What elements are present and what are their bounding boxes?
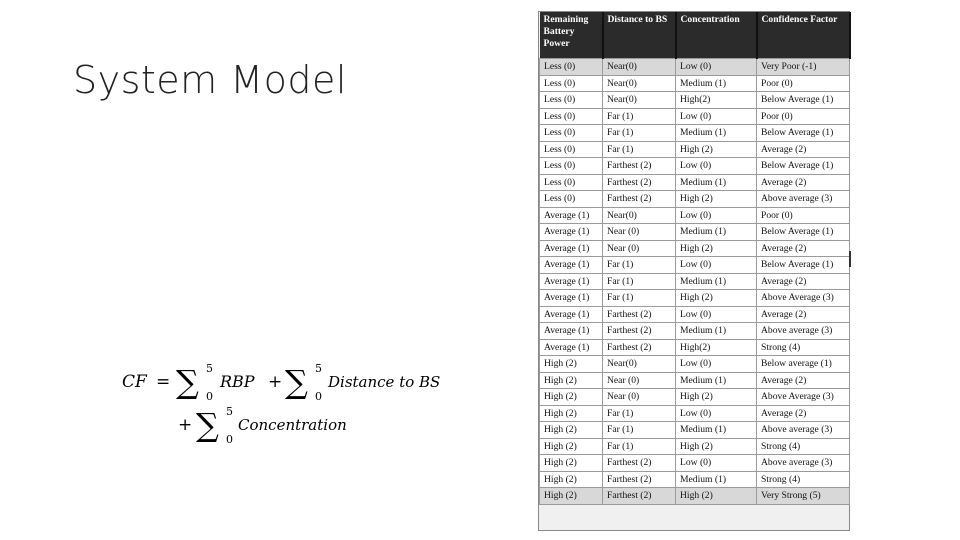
cell-distance: Near(0) — [603, 59, 676, 76]
cell-concentration: High (2) — [676, 191, 757, 208]
table-row — [540, 389, 850, 406]
cell-concentration: Low (0) — [676, 108, 757, 125]
formula-term-concentration: Concentration — [238, 416, 347, 434]
table-row — [540, 240, 850, 257]
cell-concentration: Medium (1) — [676, 273, 757, 290]
table-row — [540, 191, 850, 208]
formula-equals: = — [156, 372, 171, 392]
cell-distance: Near (0) — [603, 224, 676, 241]
cell-confidence: Strong (4) — [757, 438, 850, 455]
cell-concentration: Medium (1) — [676, 75, 757, 92]
cell-distance: Near(0) — [603, 356, 676, 373]
cell-confidence: Above average (3) — [757, 455, 850, 472]
cell-confidence: Average (2) — [757, 174, 850, 191]
cell-confidence: Strong (4) — [757, 471, 850, 488]
cell-battery: Average (1) — [540, 224, 603, 241]
table-row — [540, 273, 850, 290]
table-row — [540, 405, 850, 422]
cell-confidence: Poor (0) — [757, 108, 850, 125]
sum-lower-limit: 0 — [315, 390, 322, 403]
cell-concentration: High(2) — [676, 92, 757, 109]
cell-battery: Average (1) — [540, 323, 603, 340]
cell-battery: Less (0) — [540, 158, 603, 175]
cell-confidence: Strong (4) — [757, 339, 850, 356]
cell-concentration: Medium (1) — [676, 125, 757, 142]
confidence-factor-table — [538, 11, 850, 531]
cell-distance: Farthest (2) — [603, 306, 676, 323]
cell-concentration: Low (0) — [676, 59, 757, 76]
table-header-row — [540, 12, 850, 59]
table-row — [540, 339, 850, 356]
cell-battery: High (2) — [540, 372, 603, 389]
cell-distance: Far (1) — [603, 422, 676, 439]
cell-distance: Far (1) — [603, 257, 676, 274]
cell-distance: Near(0) — [603, 75, 676, 92]
cell-distance: Far (1) — [603, 438, 676, 455]
table-row — [540, 323, 850, 340]
cell-battery: Less (0) — [540, 59, 603, 76]
cell-confidence: Above Average (3) — [757, 290, 850, 307]
cell-battery: Less (0) — [540, 75, 603, 92]
table-row — [540, 59, 850, 76]
table-row — [540, 92, 850, 109]
header-remaining-battery-power: Remaining Battery Power — [540, 12, 603, 59]
header-distance-to-bs: Distance to BS — [603, 12, 676, 59]
table-row — [540, 422, 850, 439]
cell-distance: Far (1) — [603, 290, 676, 307]
cell-battery: High (2) — [540, 471, 603, 488]
cell-confidence: Below average (1) — [757, 356, 850, 373]
cell-battery: Average (1) — [540, 290, 603, 307]
table-row — [540, 471, 850, 488]
sum-symbol-icon: ∑ — [196, 406, 219, 444]
cell-concentration: Low (0) — [676, 257, 757, 274]
cell-concentration: Low (0) — [676, 455, 757, 472]
header-concentration: Concentration — [676, 12, 757, 59]
cell-confidence: Very Strong (5) — [757, 488, 850, 505]
cell-concentration: High (2) — [676, 240, 757, 257]
sum-upper-limit: 5 — [206, 362, 213, 375]
cell-confidence: Average (2) — [757, 273, 850, 290]
cell-distance: Farthest (2) — [603, 488, 676, 505]
cell-battery: Average (1) — [540, 240, 603, 257]
cell-confidence: Poor (0) — [757, 75, 850, 92]
cell-confidence: Below Average (1) — [757, 125, 850, 142]
cell-distance: Farthest (2) — [603, 323, 676, 340]
cell-distance: Near (0) — [603, 389, 676, 406]
cell-concentration: Low (0) — [676, 405, 757, 422]
cell-battery: Less (0) — [540, 141, 603, 158]
cell-battery: Less (0) — [540, 191, 603, 208]
cell-confidence: Above average (3) — [757, 323, 850, 340]
cell-distance: Farthest (2) — [603, 158, 676, 175]
cell-concentration: High (2) — [676, 290, 757, 307]
cell-concentration: High(2) — [676, 339, 757, 356]
slide-title: System Model — [73, 58, 347, 102]
cell-concentration: High (2) — [676, 438, 757, 455]
cell-confidence: Above average (3) — [757, 422, 850, 439]
cell-distance: Farthest (2) — [603, 455, 676, 472]
table-row — [540, 158, 850, 175]
cell-battery: High (2) — [540, 389, 603, 406]
cell-concentration: Medium (1) — [676, 372, 757, 389]
cell-battery: Less (0) — [540, 174, 603, 191]
cell-distance: Far (1) — [603, 108, 676, 125]
cell-battery: Average (1) — [540, 339, 603, 356]
cell-battery: High (2) — [540, 455, 603, 472]
cell-battery: Average (1) — [540, 306, 603, 323]
cell-distance: Farthest (2) — [603, 191, 676, 208]
sum-symbol-icon: ∑ — [285, 363, 308, 401]
cell-concentration: Low (0) — [676, 207, 757, 224]
cell-distance: Near (0) — [603, 372, 676, 389]
cell-distance: Near (0) — [603, 240, 676, 257]
cell-confidence: Very Poor (-1) — [757, 59, 850, 76]
sum-lower-limit: 0 — [226, 433, 233, 446]
formula-plus: + — [178, 415, 193, 435]
cell-battery: Less (0) — [540, 125, 603, 142]
cell-confidence: Above average (3) — [757, 191, 850, 208]
cell-battery: Average (1) — [540, 257, 603, 274]
table-row — [540, 372, 850, 389]
cell-confidence: Average (2) — [757, 240, 850, 257]
formula-lhs: CF — [122, 372, 147, 392]
cell-concentration: Medium (1) — [676, 323, 757, 340]
cell-battery: Average (1) — [540, 273, 603, 290]
sum-upper-limit: 5 — [315, 362, 322, 375]
table-row — [540, 174, 850, 191]
cell-concentration: High (2) — [676, 141, 757, 158]
cell-concentration: Medium (1) — [676, 471, 757, 488]
cell-concentration: Medium (1) — [676, 224, 757, 241]
cell-concentration: Low (0) — [676, 306, 757, 323]
table-row — [540, 257, 850, 274]
sum-lower-limit: 0 — [206, 390, 213, 403]
cell-concentration: Low (0) — [676, 356, 757, 373]
cell-distance: Farthest (2) — [603, 339, 676, 356]
cell-distance: Far (1) — [603, 125, 676, 142]
edge-marker — [849, 251, 851, 267]
formula-term-rbp: RBP — [220, 372, 255, 391]
cell-confidence: Below Average (1) — [757, 158, 850, 175]
cell-distance: Near(0) — [603, 207, 676, 224]
cell-battery: High (2) — [540, 488, 603, 505]
cell-distance: Far (1) — [603, 405, 676, 422]
table-row — [540, 108, 850, 125]
cell-battery: High (2) — [540, 422, 603, 439]
cell-confidence: Below Average (1) — [757, 257, 850, 274]
cell-confidence: Poor (0) — [757, 207, 850, 224]
cell-distance: Farthest (2) — [603, 471, 676, 488]
table-row — [540, 290, 850, 307]
table-row — [540, 141, 850, 158]
confidence-factor-formula — [120, 360, 480, 450]
cell-confidence: Average (2) — [757, 141, 850, 158]
cell-battery: Less (0) — [540, 92, 603, 109]
table-body — [540, 59, 850, 505]
table-row — [540, 455, 850, 472]
cell-concentration: Medium (1) — [676, 174, 757, 191]
sum-symbol-icon: ∑ — [176, 363, 199, 401]
rules-table — [539, 12, 851, 505]
cell-concentration: Medium (1) — [676, 422, 757, 439]
table-row — [540, 207, 850, 224]
cell-distance: Far (1) — [603, 273, 676, 290]
table-row — [540, 75, 850, 92]
cell-confidence: Average (2) — [757, 372, 850, 389]
table-row — [540, 356, 850, 373]
cell-battery: High (2) — [540, 405, 603, 422]
cell-confidence: Above Average (3) — [757, 389, 850, 406]
formula-term-distance: Distance to BS — [328, 373, 441, 391]
cell-battery: High (2) — [540, 438, 603, 455]
table-row — [540, 438, 850, 455]
cell-distance: Near(0) — [603, 92, 676, 109]
table-row — [540, 488, 850, 505]
cell-battery: Less (0) — [540, 108, 603, 125]
formula-plus: + — [268, 372, 283, 392]
formula-svg — [120, 360, 480, 450]
cell-confidence: Average (2) — [757, 405, 850, 422]
table-row — [540, 224, 850, 241]
table-row — [540, 125, 850, 142]
cell-confidence: Average (2) — [757, 306, 850, 323]
cell-concentration: High (2) — [676, 488, 757, 505]
cell-distance: Farthest (2) — [603, 174, 676, 191]
cell-battery: High (2) — [540, 356, 603, 373]
table-row — [540, 306, 850, 323]
header-confidence-factor: Confidence Factor — [757, 12, 850, 59]
cell-battery: Average (1) — [540, 207, 603, 224]
cell-concentration: Low (0) — [676, 158, 757, 175]
cell-distance: Far (1) — [603, 141, 676, 158]
sum-upper-limit: 5 — [226, 405, 233, 418]
cell-concentration: High (2) — [676, 389, 757, 406]
cell-confidence: Below Average (1) — [757, 92, 850, 109]
cell-confidence: Below Average (1) — [757, 224, 850, 241]
